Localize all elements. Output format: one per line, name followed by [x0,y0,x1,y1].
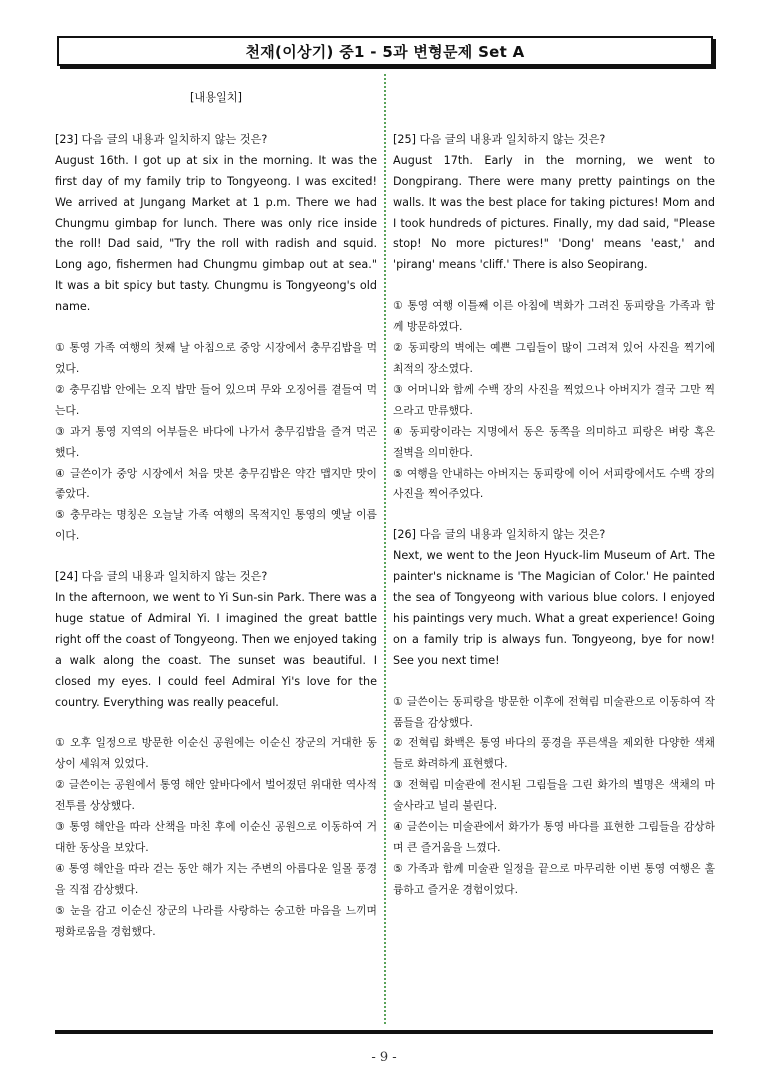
question-26 [393,525,715,900]
answer-option[interactable]: ③ 어머니와 함께 수백 장의 사진을 찍었으나 아버지가 결국 그만 찍으라고 만류했다. [393,382,715,417]
question-heading: [23] 다음 글의 내용과 일치하지 않는 것은? [55,132,268,146]
question-heading: [25] 다음 글의 내용과 일치하지 않는 것은? [393,132,606,146]
worksheet-title: 천재(이상기) 중1 - 5과 변형문제 Set A [245,42,525,61]
answer-option[interactable]: ① 통영 여행 이틀째 이른 아침에 벽화가 그려진 동피랑을 가족과 함께 방문하였다. [393,299,715,334]
page-number: - 9 - [371,1050,397,1065]
question-heading: [26] 다음 글의 내용과 일치하지 않는 것은? [393,528,606,542]
answer-option[interactable]: ② 전혁림 화백은 통영 바다의 풍경을 푸른색을 제외한 다양한 색채들로 화려하게 표현했다. [393,736,715,771]
answer-option[interactable]: ⑤ 여행을 안내하는 아버지는 동피랑에 이어 서피랑에서도 수백 장의 사진을 찍어주었다. [393,466,715,501]
answer-option[interactable]: ① 글쓴이는 동피랑을 방문한 이후에 전혁림 미술관으로 이동하여 작품들을 감상했다. [393,694,715,729]
answer-option[interactable]: ② 충무김밥 안에는 오직 밥만 들어 있으며 무와 오징어를 곁들여 먹는다. [55,382,377,417]
answer-option[interactable]: ⑤ 눈을 감고 이순신 장군의 나라를 사랑하는 숭고한 마음을 느끼며 평화로움을 경험했다. [55,903,377,938]
right-column [393,88,715,901]
question-23 [55,130,377,547]
answer-option[interactable]: ④ 글쓴이가 중앙 시장에서 처음 맛본 충무김밥은 약간 맵지만 맛이 좋았다. [55,466,377,501]
question-passage: August 17th. Early in the morning, we went to Dongpirang. There were many pretty paintings on the walls. It was the best place for taking pictures! Mom and I took hundreds of pictures. Finally, my dad said, "Please stop! No more pictures!" 'Dong' means 'east,' and 'pirang' means 'cliff.' There is also Seopirang. [393,153,715,272]
answer-option[interactable]: ⑤ 충무라는 명칭은 오늘날 가족 여행의 목적지인 통영의 옛날 이름이다. [55,508,377,543]
answer-option[interactable]: ② 글쓴이는 공원에서 통영 해안 앞바다에서 벌어졌던 위대한 역사적 전투를 상상했다. [55,778,377,813]
answer-option[interactable]: ① 오후 일정으로 방문한 이순신 공원에는 이순신 장군의 거대한 동상이 세워져 있었다. [55,736,377,771]
answer-options [393,692,715,901]
answer-option[interactable]: ⑤ 가족과 함께 미술관 일정을 끝으로 마무리한 이번 통영 여행은 훌륭하고 즐거운 경험이었다. [393,861,715,896]
answer-options [393,296,715,505]
left-column [55,88,377,943]
question-passage: In the afternoon, we went to Yi Sun-sin Park. There was a huge statue of Admiral Yi. I imagined the great battle right off the coast of Tongyeong. Then we enjoyed taking a walk along the coast. The sunset was beautiful. I closed my eyes. I could feel Admiral Yi's love for the country. Everything was really peaceful. [55,591,377,709]
question-passage: Next, we went to the Jeon Hyuck-lim Museum of Art. The painter's nickname is 'The Magician of Color.' He painted the sea of Tongyeong with various blue colors. I enjoyed his paintings very much. What a great experience! Going on a family trip is always fun. Tongyeong, bye for now! See you next time! [393,549,715,667]
answer-option[interactable]: ④ 동피랑이라는 지명에서 동은 동쪽을 의미하고 피랑은 벼랑 혹은 절벽을 의미한다. [393,424,715,459]
footer-rule [55,1030,713,1034]
question-heading: [24] 다음 글의 내용과 일치하지 않는 것은? [55,570,268,584]
column-divider [384,74,386,1024]
answer-option[interactable]: ④ 통영 해안을 따라 걷는 동안 해가 지는 주변의 아름다운 일몰 풍경을 직접 감상했다. [55,861,377,896]
answer-option[interactable]: ④ 글쓴이는 미술관에서 화가가 통영 바다를 표현한 그림들을 감상하며 큰 즐거움을 느꼈다. [393,820,715,854]
answer-option[interactable]: ③ 전혁림 미술관에 전시된 그림들을 그린 화가의 별명은 색채의 마술사라고 널리 불린다. [393,778,715,813]
answer-option[interactable]: ② 동피랑의 벽에는 예쁜 그림들이 많이 그려져 있어 사진을 찍기에 최적의 장소였다. [393,341,715,375]
answer-option[interactable]: ③ 과거 통영 지역의 어부들은 바다에 나가서 충무김밥을 즐겨 먹곤 했다. [55,424,377,459]
question-24 [55,567,377,942]
question-25 [393,130,715,505]
answer-option[interactable]: ③ 통영 해안을 따라 산책을 마친 후에 이순신 공원으로 이동하여 거대한 동상을 보았다. [55,820,377,854]
answer-options [55,733,377,942]
worksheet-title-box [57,36,713,66]
answer-options [55,338,377,547]
question-passage: August 16th. I got up at six in the morning. It was the first day of my family trip to Tongyeong. I was excited! We arrived at Jungang Market at 1 p.m. There we had Chungmu gimbap for lunch. There was only rice inside the roll! Dad said, "Try the roll with radish and squid. Long ago, fishermen had Chungmu gimbap out at sea." It was a bit spicy but tasty. Chungmu is Tongyeong's old name. [55,153,377,314]
answer-option[interactable]: ① 통영 가족 여행의 첫째 날 아침으로 중앙 시장에서 충무김밥을 먹었다. [55,341,377,375]
section-label: [내용일치] [190,91,242,104]
